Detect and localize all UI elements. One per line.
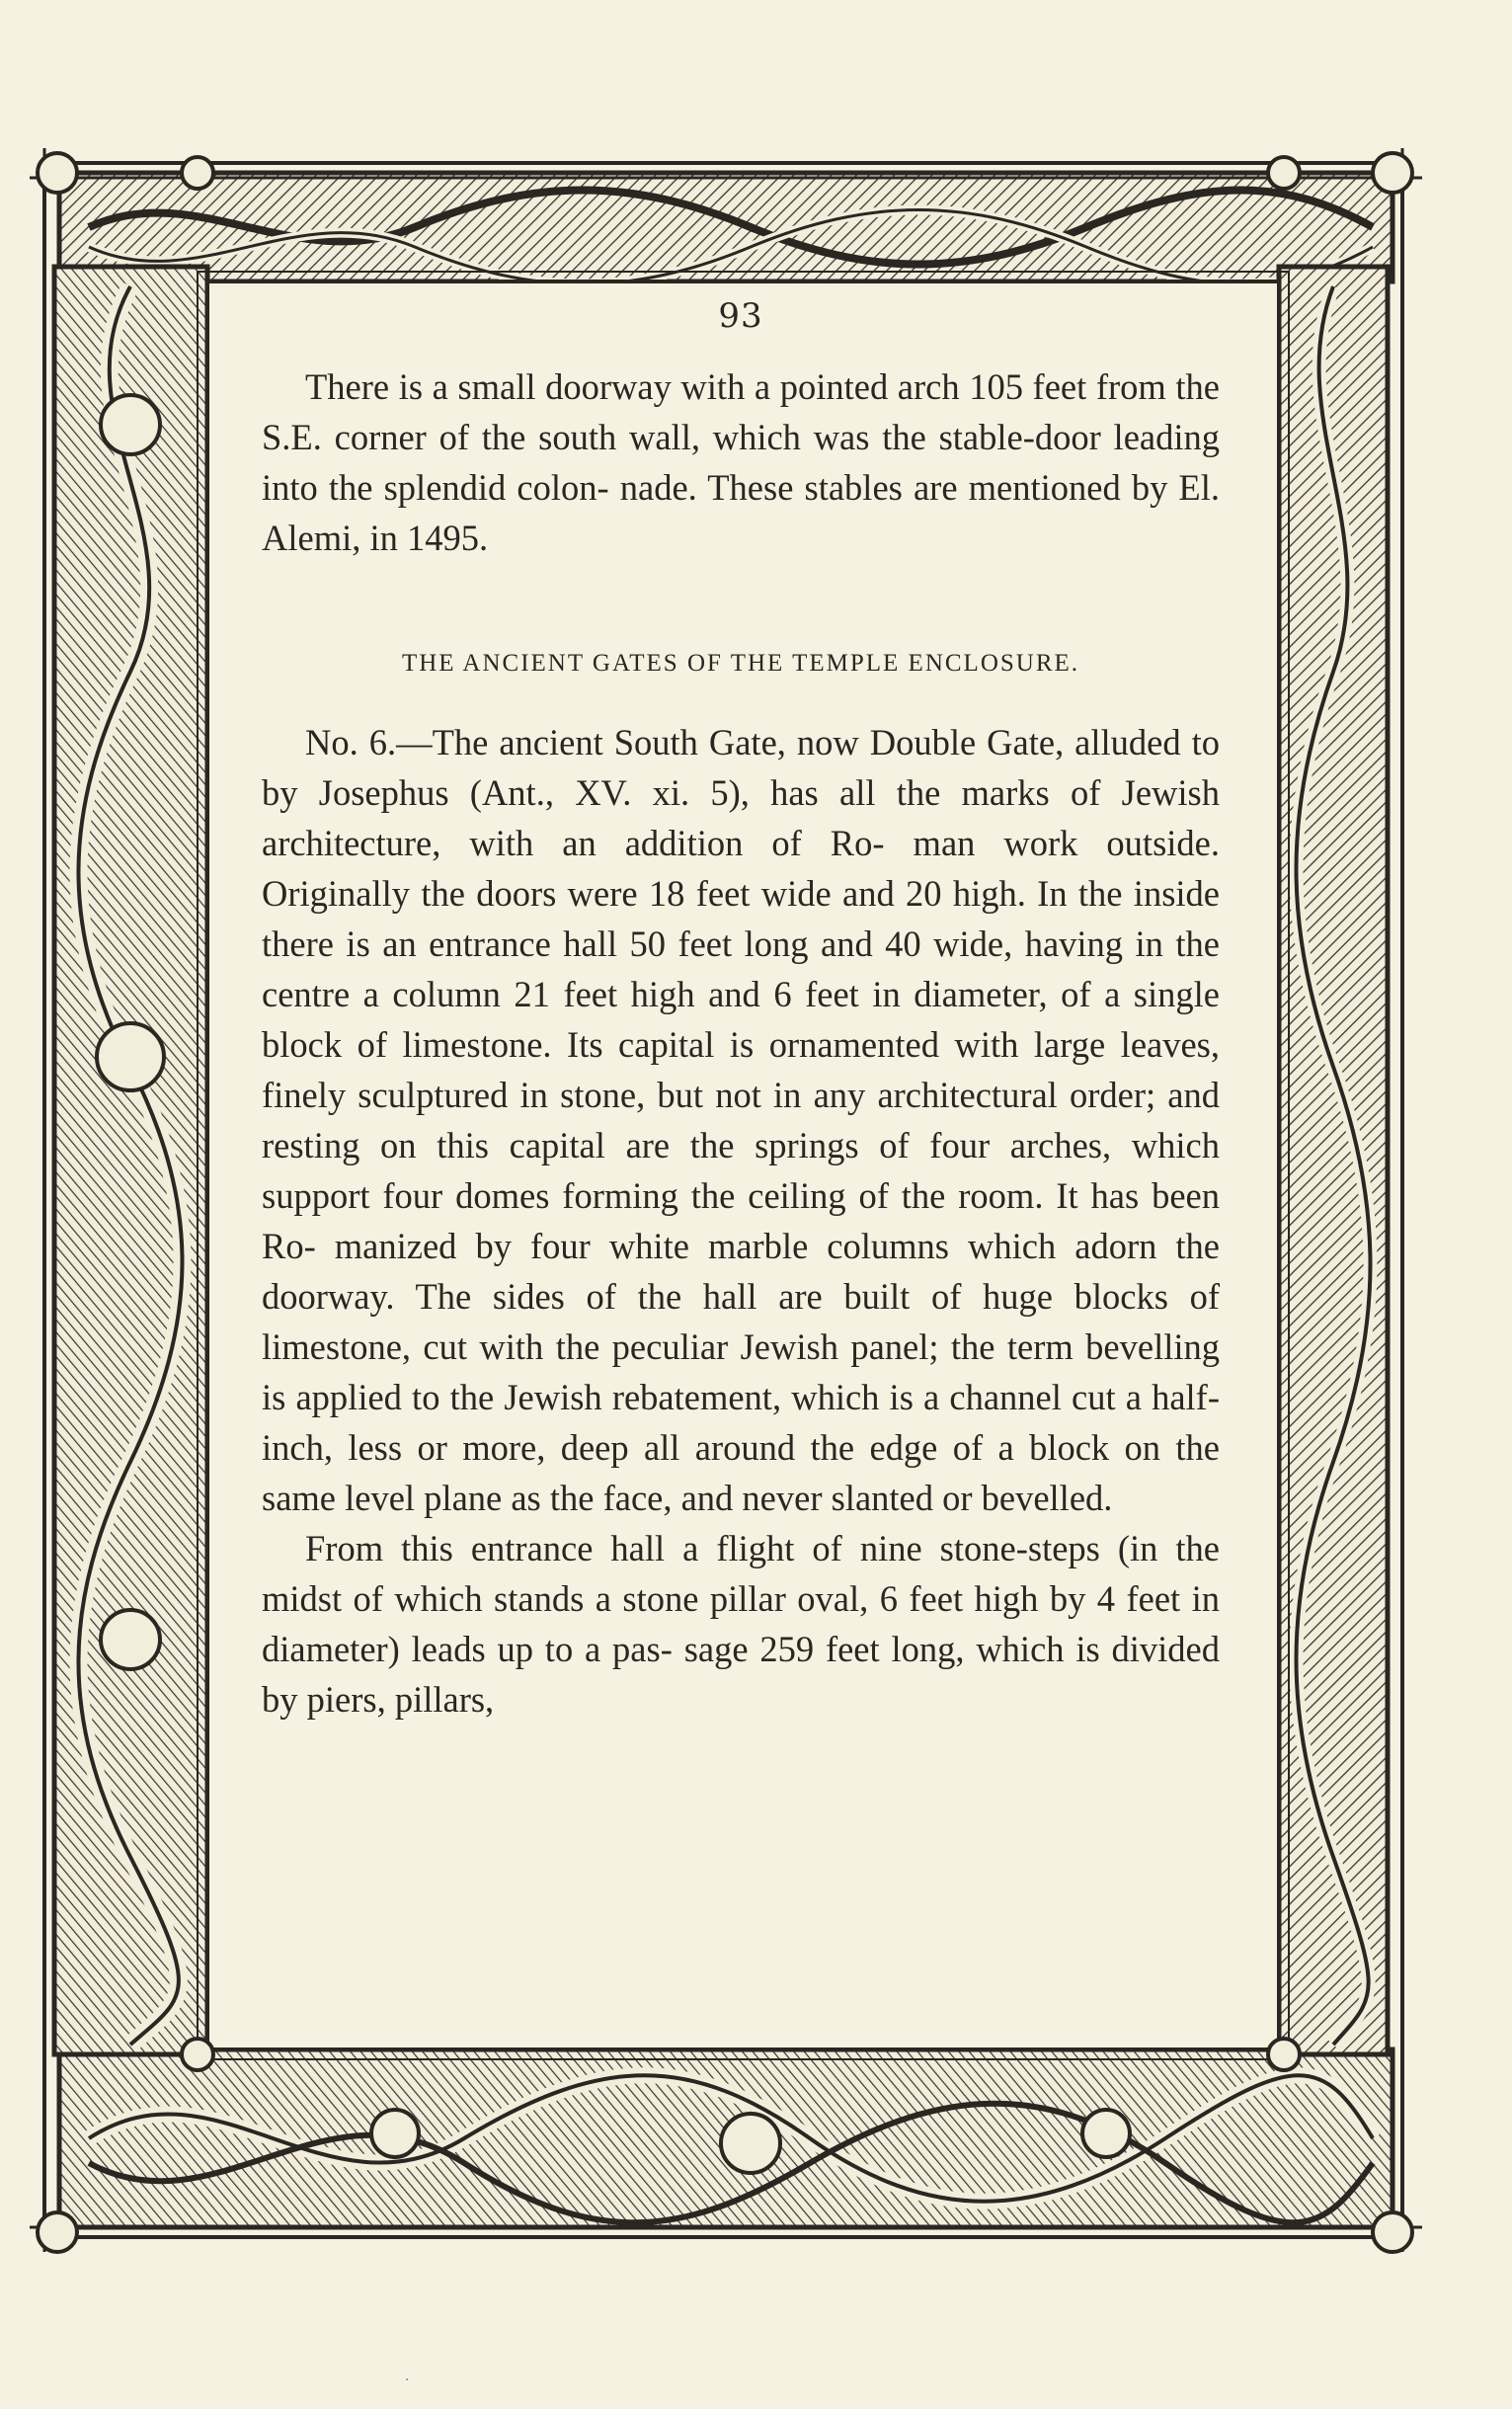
footer-mark: . [405,2369,410,2384]
page-number: 93 [718,296,763,336]
paragraph-south-gate: No. 6.—The ancient South Gate, now Double Gate, alluded to by Josephus (Ant., XV. xi. 5), has all the marks of Jewish architecture, with an addition of Ro- man work outside. Originally the doors were 18 feet wide and 20 high. In the inside there is an entrance hall 50 feet long and 40 wide, having in the centre a column 21 feet high and 6 feet in diameter, of a single block of limestone. Its capital is ornamented with large leaves, finely sculptured in stone, but not in any architectural order; and resting on this capital are the springs of four arches, which support four domes forming the ceiling of the room. It has been Ro- manized by four white marble columns which adorn the doorway. The sides of the hall are built of huge blocks of limestone, cut with the peculiar Jewish panel; the term bevelling is applied to the Jewish rebatement, which is a channel cut a half-inch, less or more, deep all around the edge of a block on the same level plane as the face, and never slanted or bevelled. [262,722,1220,1518]
right-ornament-column [1279,267,1388,2054]
left-ornament-column [54,267,207,2054]
top-ornament-band [59,173,1393,284]
bottom-ornament-band [59,2049,1393,2227]
paragraph-entrance-hall: From this entrance hall a flight of nine stone-steps (in the midst of which stands a stone pillar oval, 6 feet high by 4 feet in diameter) leads up to a pas- sage 259 feet long, which is divided by piers, pillars, [262,1528,1220,1720]
page-body [262,296,1220,2035]
section-heading: THE ANCIENT GATES OF THE TEMPLE ENCLOSURE. [401,650,1080,677]
paragraph-stable-door: There is a small doorway with a pointed arch 105 feet from the S.E. corner of the south wall, which was the stable-door leading into the splendid colon- nade. These stables are mentioned by El. Alemi, in 1495. [262,366,1220,558]
